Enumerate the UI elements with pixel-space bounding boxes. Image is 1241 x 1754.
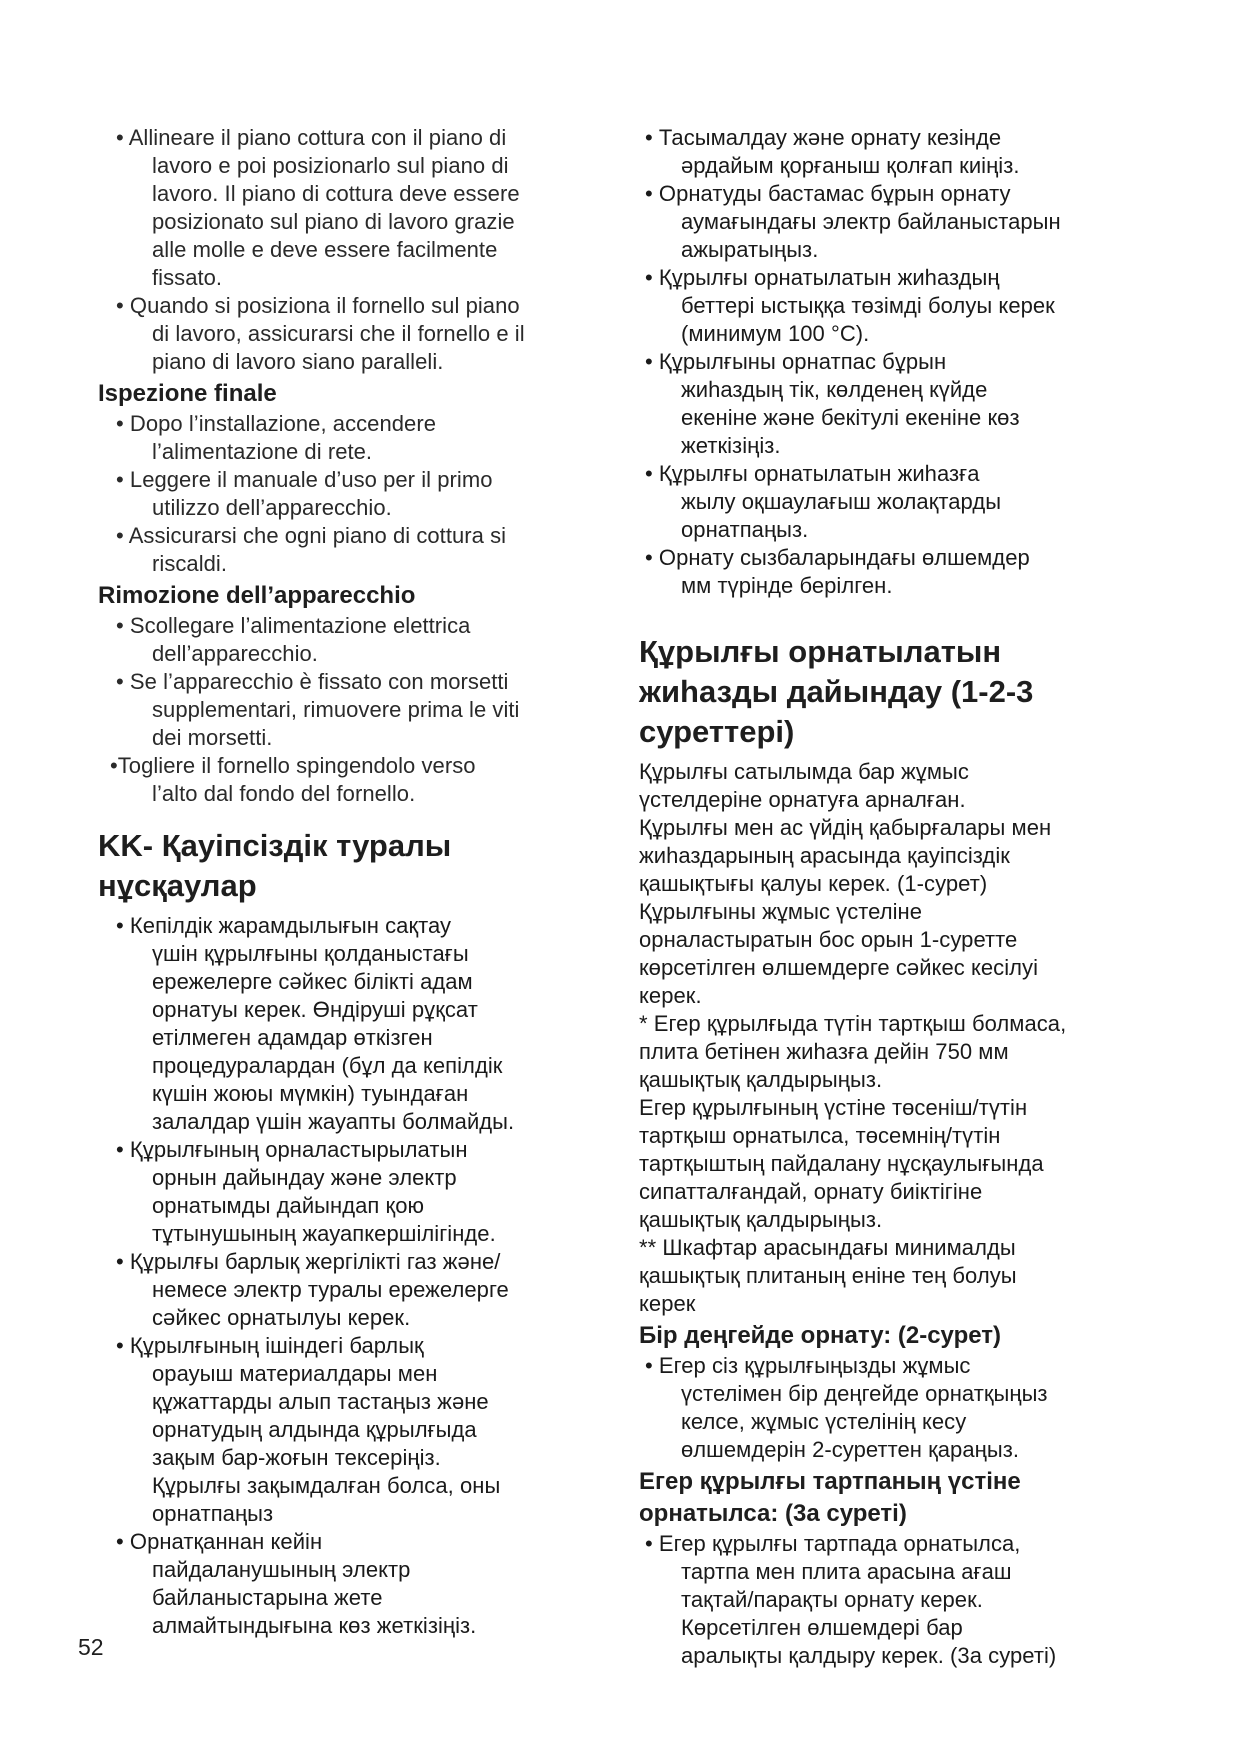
text-line: құжаттарды алып тастаңыз және [152,1389,489,1414]
text-line: тартпа мен плита арасына ағаш [681,1559,1012,1584]
text-line: Көрсетілген өлшемдері бар [681,1615,963,1640]
text-line: орнатымды дайындап қою [152,1193,425,1218]
text-line: байланыстарына жете [152,1585,383,1610]
text-line: • Құрылғыны орнатпас бұрын [645,349,947,374]
list-item [110,752,616,808]
list-item [116,912,616,1136]
text-line: riscaldi. [152,551,228,576]
it-bullets-top [116,124,616,376]
title-line: суреттері) [639,714,795,749]
text-line: қашықтық қалдырыңыз. [639,1207,883,1232]
text-line: • Егер құрылғы тартпада орнатылса, [645,1531,1021,1556]
kk-list [116,912,616,1640]
text-line: залалдар үшін жауапты болмайды. [152,1109,515,1134]
list-item [645,180,1145,264]
text-line: орнатуы керек. Өндіруші рұқсат [152,997,478,1022]
heading-rimozione: Rimozione dell’apparecchio [98,582,416,609]
text-line: жылу оқшаулағыш жолақтарды [681,489,1002,514]
text-line: аралықты қалдыру керек. (3а суреті) [681,1643,1057,1668]
text-line: • Allineare il piano cottura con il piano di [116,125,507,150]
text-line: орнатпаңыз. [681,517,809,542]
kk-section-title [98,826,616,906]
text-line: керек. [639,983,702,1008]
text-line: ажыратыңыз. [681,237,819,262]
text-line: posizionato sul piano di lavoro grazie [152,209,515,234]
drawer-bullet [645,1530,1145,1670]
text-line: жеткізіңіз. [681,433,781,458]
list-item [645,348,1145,460]
heading-line: Егер құрылғы тартпаның үстіне [639,1468,1021,1495]
text-line: екеніне және бекітулі екеніне көз [681,405,1020,430]
text-line: • Leggere il manuale d’uso per il primo [116,467,493,492]
text-line: жиһаздарының арасында қауіпсіздік [639,843,1010,868]
title-line: нұсқаулар [98,868,257,903]
title-line: KK- Қауіпсіздік туралы [98,828,452,863]
text-line: қашықтық плитаның еніне тең болуы [639,1263,1017,1288]
text-line: орауыш материалдары мен [152,1361,438,1386]
text-line: supplementari, rimuovere prima le viti [152,697,520,722]
list-item [116,612,616,668]
text-line: • Құрылғының орналастырылатын [116,1137,468,1162]
list-item [116,1248,616,1332]
text-line: қашықтығы қалуы керек. (1-сурет) [639,871,988,896]
list-item [116,466,616,522]
text-line: Құрылғы мен ас үйдің қабырғалары мен [639,815,1052,840]
text-line: fissato. [152,265,223,290]
text-line: келсе, жұмыс үстелінің кесу [681,1409,967,1434]
text-line: ережелерге сәйкес білікті адам [152,969,473,994]
list-item [116,522,616,578]
text-line: Құрылғы сатылымда бар жұмыс [639,759,969,784]
rimozione-list [110,612,616,808]
text-line: қашықтық қалдырыңыз. [639,1067,883,1092]
text-line: • Тасымалдау және орнату кезінде [645,125,1002,150]
list-item [116,1332,616,1528]
text-line: алмайтындығына көз жеткізіңіз. [152,1613,477,1638]
text-line: • Кепілдік жарамдылығын сақтау [116,913,452,938]
text-line: (минимум 100 °C). [681,321,870,346]
text-line: • Құрылғының ішіндегі барлық [116,1333,424,1358]
section-paragraph [639,758,1145,1318]
text-line: •Togliere il fornello spingendolo verso [110,753,476,778]
text-line: • Орнату сызбаларындағы өлшемдер [645,545,1030,570]
text-line: piano di lavoro siano paralleli. [152,349,444,374]
text-line: • Quando si posiziona il fornello sul piano [116,293,520,318]
text-line: орнатудың алдында құрылғыда [152,1417,477,1442]
text-line: di lavoro, assicurarsi che il fornello e il [152,321,525,346]
text-line: • Assicurarsi che ogni piano di cottura si [116,523,507,548]
text-line: өлшемдерін 2-суреттен қараңыз. [681,1437,1019,1462]
text-line: l’alimentazione di rete. [152,439,373,464]
text-line: Құрылғыны жұмыс үстеліне [639,899,923,924]
kk-list-top [645,124,1145,600]
section-title [639,632,1145,752]
text-line: орнын дайындау және электр [152,1165,457,1190]
text-line: аумағындағы электр байланыстарын [681,209,1061,234]
text-line: беттері ыстыққа төзімді болуы керек [681,293,1055,318]
text-line: lavoro e poi posizionarlo sul piano di [152,153,509,178]
page-number: 52 [78,1634,104,1660]
text-line: * Егер құрылғыда түтін тартқыш болмаса, [639,1011,1067,1036]
text-line: • Орнатуды бастамас бұрын орнату [645,181,1011,206]
list-item [116,410,616,466]
text-line: lavoro. Il piano di cottura deve essere [152,181,520,206]
text-line: utilizzo dell’apparecchio. [152,495,392,520]
text-line: тартқыш орнатылса, төсемнің/түтін [639,1123,1001,1148]
text-line: жиһаздың тік, көлденең күйде [681,377,988,402]
text-line: Егер құрылғының үстіне төсеніш/түтін [639,1095,1028,1120]
left-column [98,124,616,1640]
ispezione-list [116,410,616,578]
heading-ispezione: Ispezione finale [98,380,277,407]
list-item [116,1136,616,1248]
text-line: • Құрылғы барлық жергілікті газ және/ [116,1249,501,1274]
text-line: сәйкес орнатылуы керек. [152,1305,411,1330]
text-line: тақтай/парақты орнату керек. [681,1587,983,1612]
text-line: тұтынушының жауапкершілігінде. [152,1221,496,1246]
list-item [645,544,1145,600]
text-line: • Құрылғы орнатылатын жиһаздың [645,265,1000,290]
text-line: процедуралардан (бұл да кепілдік [152,1053,503,1078]
text-line: зақым бар-жоғын тексеріңіз. [152,1445,441,1470]
heading-line: орнатылса: (3а суреті) [639,1500,907,1527]
list-item [645,264,1145,348]
text-line: күшін жоюы мүмкін) туындаған [152,1081,469,1106]
level-bullet [645,1352,1145,1464]
text-line: етілмеген адамдар өткізген [152,1025,433,1050]
text-line: • Құрылғы орнатылатын жиһазға [645,461,980,486]
heading-level-install: Бір деңгейде орнату: (2-сурет) [639,1322,1002,1349]
text-line: орнатпаңыз [152,1501,274,1526]
text-line: үшін құрылғыны қолданыстағы [152,941,469,966]
text-line: alle molle e deve essere facilmente [152,237,498,262]
text-line: • Se l’apparecchio è fissato con morsetti [116,669,509,694]
text-line: • Егер сіз құрылғыңызды жұмыс [645,1353,971,1378]
text-line: dei morsetti. [152,725,273,750]
list-item [116,668,616,752]
text-line: орналастыратын бос орын 1-суретте [639,927,1018,952]
text-line: • Scollegare l’alimentazione elettrica [116,613,471,638]
text-line: плита бетінен жиһазға дейін 750 мм [639,1039,1009,1064]
list-item [645,460,1145,544]
text-line: тартқыштың пайдалану нұсқаулығында [639,1151,1044,1176]
list-item [116,1528,616,1640]
text-line: пайдаланушының электр [152,1557,411,1582]
text-line: мм түрінде берілген. [681,573,893,598]
text-line: Құрылғы зақымдалған болса, оны [152,1473,501,1498]
list-item [116,292,616,376]
text-line: немесе электр туралы ережелерге [152,1277,509,1302]
right-column [639,124,1145,1670]
title-line: Құрылғы орнатылатын [639,634,1002,669]
text-line: • Орнатқаннан кейін [116,1529,323,1554]
text-line: • Dopo l’installazione, accendere [116,411,436,436]
text-line: ** Шкафтар арасындағы минималды [639,1235,1016,1260]
title-line: жиһазды дайындау (1-2-3 [639,674,1034,709]
text-line: көрсетілген өлшемдерге сәйкес кесілуі [639,955,1039,980]
text-line: dell’apparecchio. [152,641,318,666]
text-line: сипатталғандай, орнату биіктігіне [639,1179,983,1204]
list-item [645,124,1145,180]
text-line: үстелімен бір деңгейде орнатқыңыз [681,1381,1048,1406]
text-line: үстелдеріне орнатуға арналған. [639,787,966,812]
text-line: керек [639,1291,696,1316]
list-item [116,124,616,292]
text-line: l’alto dal fondo del fornello. [152,781,416,806]
heading-drawer-install [639,1466,1145,1530]
text-line: әрдайым қорғаныш қолғап киіңіз. [681,153,1020,178]
